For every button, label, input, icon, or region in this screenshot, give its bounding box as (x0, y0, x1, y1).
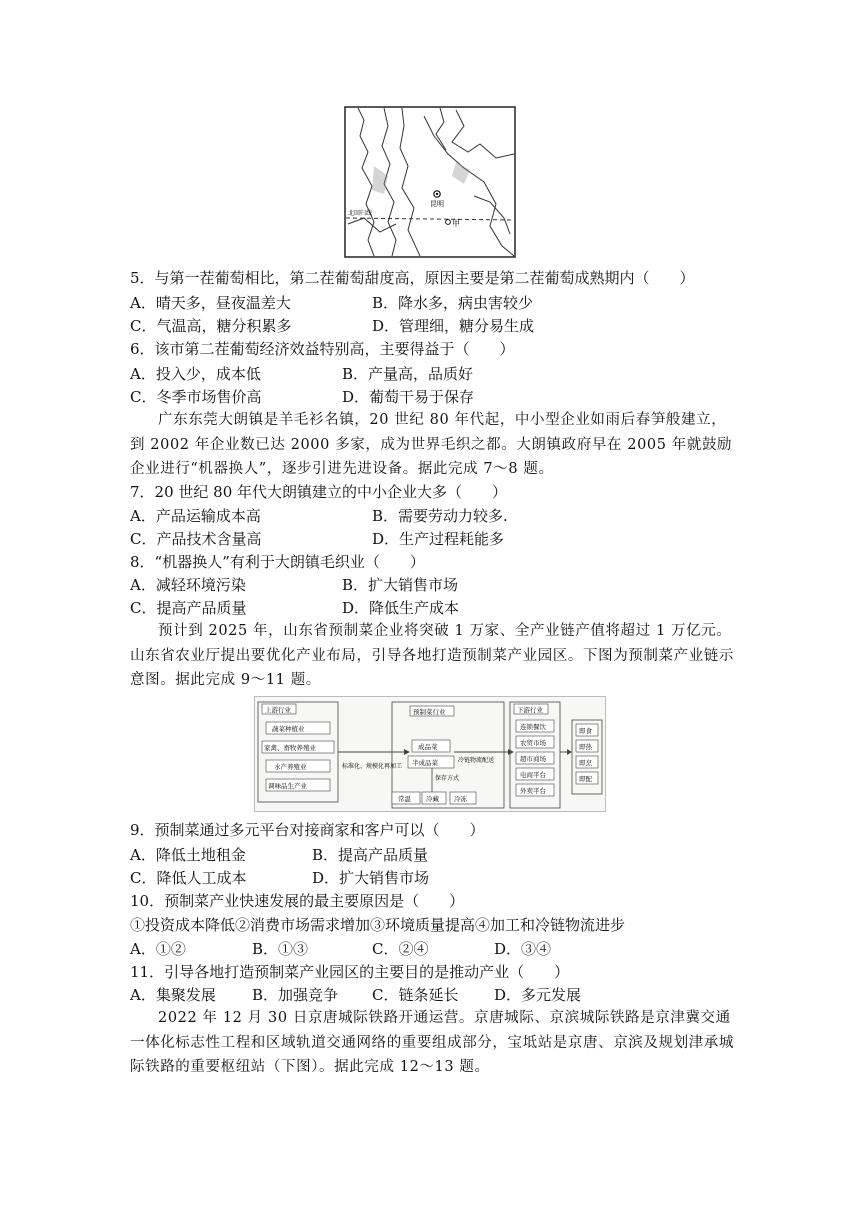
passage-prepared-food (130, 619, 740, 693)
upstream-item: 蔬菜种植业 (272, 725, 305, 733)
passage-damang-text: 广东东莞大朗镇是羊毛衫名镇，20 世纪 80 年代起，中小型企业如雨后春笋般建立，到 2002 年企业数已达 2000 多家，成为世界毛织之都。大朗镇政府早在 2005 年就鼓励企业进行“机器换人”，逐步引进先进设备。据此完成 7～8 题。 (130, 412, 733, 477)
q9-option-d[interactable]: D．扩大销售市场 (312, 869, 430, 887)
q8-option-c[interactable]: C．提高产品质量 (130, 599, 247, 617)
upstream-item: 水产养殖业 (274, 763, 307, 771)
q7-option-c[interactable]: C．产品技术含量高 (130, 530, 262, 548)
storage-item: 常温 (398, 795, 411, 803)
map-point-label: 甲 (452, 219, 460, 228)
product-item: 成品菜 (418, 743, 438, 751)
end-item: 即热 (579, 743, 592, 751)
q7-option-d[interactable]: D．生产过程耗能多 (372, 530, 505, 548)
logistics-label: 冷链物流配送 (458, 757, 495, 764)
upstream-title: 上游行业 (265, 706, 291, 714)
passage-railway (130, 1006, 740, 1080)
q11-option-d[interactable]: D．多元发展 (494, 986, 582, 1004)
q9-stem: 9．预制菜通过多元平台对接商家和客户可以（ ） (130, 821, 485, 839)
q11-stem: 11．引导各地打造预制菜产业园区的主要目的是推动产业（ ） (130, 963, 570, 981)
q5-option-d[interactable]: D．管理细，糖分易生成 (372, 317, 535, 335)
upstream-item: 家禽、畜牧养殖业 (264, 744, 316, 752)
storage-item: 冷冻 (454, 795, 467, 803)
q6-option-d[interactable]: D．葡萄干易于保存 (342, 388, 475, 406)
downstream-item: 连锁餐饮 (520, 723, 546, 731)
passage-prepared-food-text: 预计到 2025 年，山东省预制菜企业将突破 1 万家、全产业链产值将超过 1 万亿元。山东省农业厅提出要优化产业布局，引导各地打造预制菜产业园区。下图为预制菜产业链示意图。据此完成 9～11 题。 (130, 623, 734, 688)
end-item: 即食 (579, 727, 592, 735)
q8-option-a[interactable]: A．减轻环境污染 (130, 576, 246, 594)
q6-stem: 6．该市第二茬葡萄经济效益特别高，主要得益于（ ） (130, 340, 515, 358)
downstream-item: 外卖平台 (520, 787, 546, 795)
q11-option-c[interactable]: C．链条延长 (372, 986, 459, 1004)
storage-title: 保存方式 (435, 775, 460, 782)
q9-option-c[interactable]: C．降低人工成本 (130, 869, 247, 887)
q5-option-a[interactable]: A．晴天多，昼夜温差大 (130, 294, 291, 312)
storage-item: 冷藏 (426, 795, 439, 803)
q10-stem: 10．预制菜产业快速发展的最主要原因是（ ） (130, 892, 465, 910)
downstream-item: 超市商场 (520, 755, 546, 763)
q7-stem: 7．20 世纪 80 年代大朗镇建立的中小企业大多（ ） (130, 483, 508, 501)
process-label: 标准化、规模化再加工 (342, 763, 403, 770)
q6-option-b[interactable]: B．产量高，品质好 (342, 365, 474, 383)
downstream-item: 农贸市场 (520, 739, 546, 747)
passage-damang (130, 408, 740, 482)
q7-option-b[interactable]: B．需要劳动力较多. (372, 507, 508, 525)
q11-option-b[interactable]: B．加强竞争 (252, 986, 339, 1004)
map-line-label: 北回归线 (348, 210, 373, 217)
prepared-food-chain-diagram (254, 696, 606, 812)
yunnan-map (344, 106, 516, 258)
q8-option-d[interactable]: D．降低生产成本 (342, 599, 460, 617)
end-item: 即配 (579, 775, 592, 783)
q11-option-a[interactable]: A．集聚发展 (130, 986, 216, 1004)
downstream-item: 电商平台 (520, 771, 546, 779)
q6-option-a[interactable]: A．投入少，成本低 (130, 365, 261, 383)
q9-option-b[interactable]: B．提高产品质量 (312, 846, 429, 864)
q8-option-b[interactable]: B．扩大销售市场 (342, 576, 459, 594)
q5-option-b[interactable]: B．降水多，病虫害较少 (372, 294, 534, 312)
map-city-label: 昆明 (430, 200, 444, 208)
product-item: 半成品菜 (412, 759, 438, 767)
q10-option-b[interactable]: B．①③ (252, 940, 309, 958)
mid-title: 预制菜行业 (413, 708, 446, 716)
q8-stem: 8．“机器换人”有利于大朗镇毛织业（ ） (130, 553, 425, 571)
q10-option-d[interactable]: D．③④ (494, 940, 552, 958)
q9-option-a[interactable]: A．降低土地租金 (130, 846, 246, 864)
q5-stem: 5．与第一茬葡萄相比，第二茬葡萄甜度高，原因主要是第二茬葡萄成熟期内（ ） (130, 269, 695, 287)
q5-option-c[interactable]: C．气温高，糖分积累多 (130, 317, 292, 335)
q10-statements: ①投资成本降低②消费市场需求增加③环境质量提高④加工和冷链物流进步 (130, 916, 626, 934)
q7-option-a[interactable]: A．产品运输成本高 (130, 507, 261, 525)
upstream-item: 调味品生产业 (268, 782, 307, 790)
end-item: 即烹 (579, 759, 592, 767)
q10-option-a[interactable]: A．①② (130, 940, 186, 958)
downstream-title: 下游行业 (517, 706, 543, 714)
q6-option-c[interactable]: C．冬季市场售价高 (130, 388, 262, 406)
passage-railway-text: 2022 年 12 月 30 日京唐城际铁路开通运营。京唐城际、京滨城际铁路是京津冀交通一体化标志性工程和区域轨道交通网络的重要组成部分，宝坻站是京唐、京滨及规划津承城际铁路的重要枢纽站（下图）。据此完成 12～13 题。 (130, 1010, 734, 1075)
q10-option-c[interactable]: C．②④ (372, 940, 429, 958)
